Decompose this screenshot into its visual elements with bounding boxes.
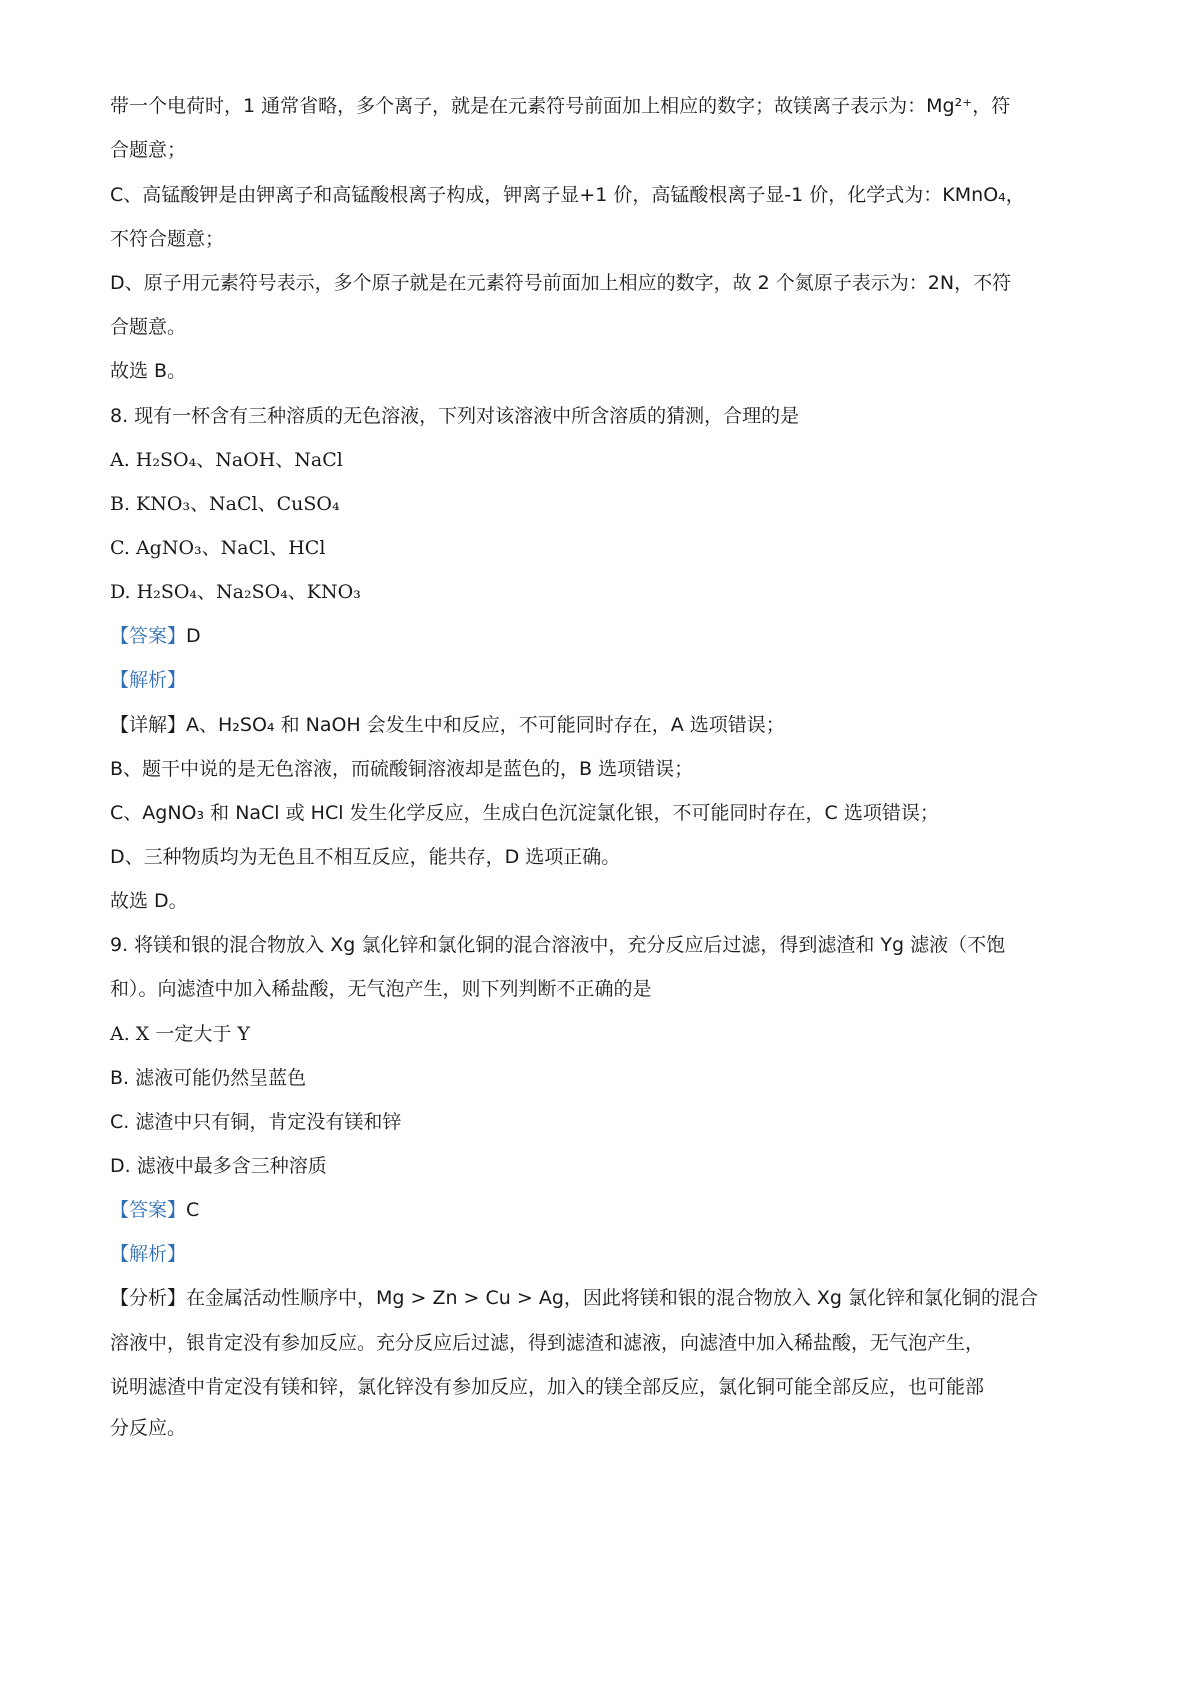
q8-detail-line: B、题干中说的是无色溶液，而硫酸铜溶液却是蓝色的，B 选项错误； [110,758,694,780]
answer-tag: 【答案】 [110,625,187,647]
text-line: C、高锰酸钾是由钾离子和高锰酸根离子构成，钾离子显+1 价，高锰酸根离子显-1 价，化学式为：KMnO₄， [110,184,1025,206]
text-line: 故选 B。 [110,360,187,382]
q8-detail-line: D、三种物质均为无色且不相互反应，能共存，D 选项正确。 [110,846,621,868]
analysis-tag: 【解析】 [110,1243,187,1265]
analysis-tag: 【解析】 [110,669,187,691]
answer-tag: 【答案】 [110,1199,187,1221]
q9-option-b: B. 滤液可能仍然呈蓝色 [110,1067,307,1089]
q8-option-a: A. H₂SO₄、NaOH、NaCl [110,449,343,471]
q8-detail-line: 【详解】A、H₂SO₄ 和 NaOH 会发生中和反应，不可能同时存在，A 选项错误； [110,714,785,736]
answer-value: D [186,625,201,647]
text-line: 合题意； [110,139,187,161]
question-8-stem: 8. 现有一杯含有三种溶质的无色溶液，下列对该溶液中所含溶质的猜测，合理的是 [110,405,800,427]
question-9-stem-line1: 9. 将镁和银的混合物放入 Xg 氯化锌和氯化铜的混合溶液中，充分反应后过滤，得到滤渣和 Yg 滤液（不饱 [110,934,1006,956]
q9-analysis-line: 说明滤渣中肯定没有镁和锌，氯化锌没有参加反应，加入的镁全部反应，氯化铜可能全部反应，也可能部 [110,1376,985,1398]
text-line: 带一个电荷时，1 通常省略，多个离子，就是在元素符号前面加上相应的数字；故镁离子表示为：Mg²⁺，符 [110,95,1011,117]
q9-analysis-line: 溶液中，银肯定没有参加反应。充分反应后过滤，得到滤渣和滤液，向滤渣中加入稀盐酸，无气泡产生， [110,1332,985,1354]
q9-option-a: A. X 一定大于 Y [110,1023,250,1045]
q9-analysis-line: 【分析】在金属活动性顺序中，Mg > Zn > Cu > Ag，因此将镁和银的混合物放入 Xg 氯化锌和氯化铜的混合 [110,1287,1039,1309]
text-line: 不符合题意； [110,228,225,250]
text-line: D、原子用元素符号表示，多个原子就是在元素符号前面加上相应的数字，故 2 个氮原子表示为：2N，不符 [110,272,1012,294]
answer-value: C [186,1199,200,1221]
q8-answer-line [110,622,1100,650]
q9-option-c: C. 滤渣中只有铜，肯定没有镁和锌 [110,1111,402,1133]
q8-option-b: B. KNO₃、NaCl、CuSO₄ [110,493,340,515]
q9-analysis-line: 分反应。 [110,1417,187,1439]
question-9-stem-line2: 和）。向滤渣中加入稀盐酸，无气泡产生，则下列判断不正确的是 [110,978,652,1000]
q8-detail-line: C、AgNO₃ 和 NaCl 或 HCl 发生化学反应，生成白色沉淀氯化银，不可能同时存在，C 选项错误； [110,802,939,824]
q8-detail-line: 故选 D。 [110,890,188,912]
q9-option-d: D. 滤液中最多含三种溶质 [110,1155,327,1177]
q8-option-c: C. AgNO₃、NaCl、HCl [110,537,326,559]
q9-answer-line [110,1196,1100,1224]
text-line: 合题意。 [110,316,187,338]
q8-option-d: D. H₂SO₄、Na₂SO₄、KNO₃ [110,581,361,603]
